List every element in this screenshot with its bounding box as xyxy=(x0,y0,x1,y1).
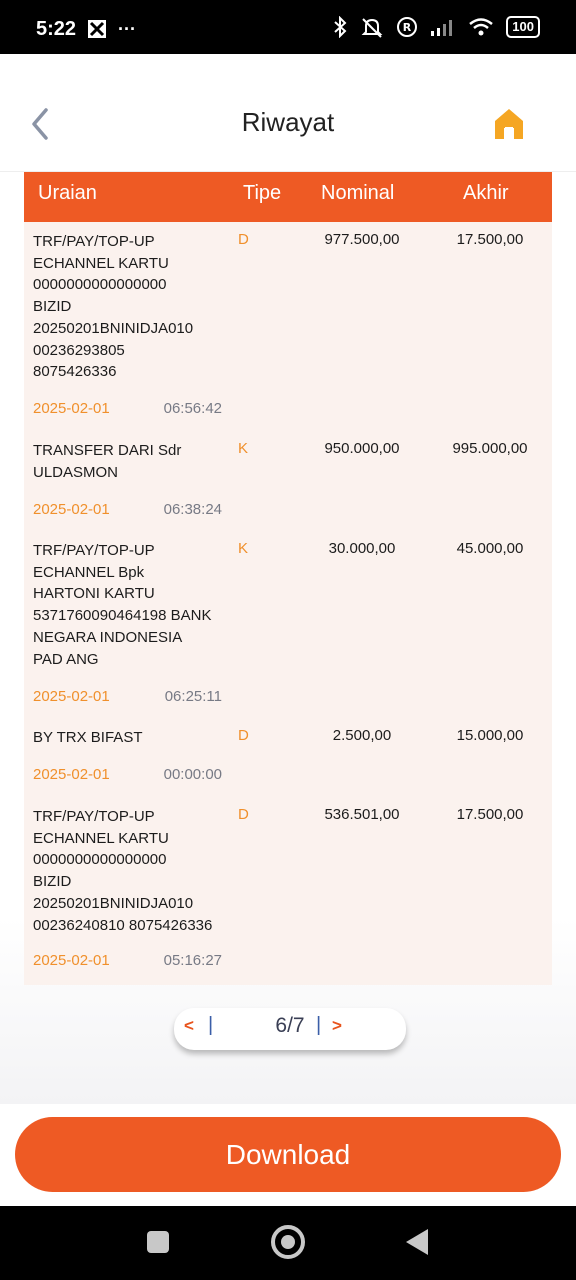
table-row xyxy=(24,222,552,431)
row-tipe: D xyxy=(238,727,249,744)
desc-line: ECHANNEL Bpk xyxy=(33,563,145,581)
row-time: 05:16:27 xyxy=(163,952,222,969)
row-nominal: 950.000,00 xyxy=(324,440,400,457)
row-time: 06:38:24 xyxy=(163,501,222,518)
pager-separator: | xyxy=(208,1014,214,1036)
desc-line: PAD ANG xyxy=(33,650,99,668)
status-time: 5:22 xyxy=(36,18,77,40)
row-akhir: 15.000,00 xyxy=(456,727,524,744)
desc-line: 5371760090464198 BANK xyxy=(33,607,212,625)
download-button[interactable]: Download xyxy=(15,1117,561,1192)
row-tipe: K xyxy=(238,540,249,557)
desc-line: BIZID xyxy=(33,873,72,891)
pager-separator: | xyxy=(316,1014,322,1036)
row-akhir: 995.000,00 xyxy=(452,440,528,457)
column-header-nominal: Nominal xyxy=(321,182,395,204)
table-row xyxy=(24,531,552,718)
table-row xyxy=(24,797,552,985)
row-time: 06:56:42 xyxy=(163,400,222,417)
desc-line: BIZID xyxy=(33,298,72,316)
row-akhir: 17.500,00 xyxy=(456,231,524,248)
row-description xyxy=(33,806,233,936)
row-tipe: K xyxy=(238,440,249,457)
row-akhir: 17.500,00 xyxy=(456,806,524,823)
desc-line: 0000000000000000 xyxy=(33,851,167,869)
home-button[interactable] xyxy=(492,106,526,142)
home-circle-icon[interactable] xyxy=(271,1225,305,1259)
desc-line: ECHANNEL KARTU xyxy=(33,829,169,847)
row-nominal: 536.501,00 xyxy=(324,806,400,823)
signal-app-icon xyxy=(86,18,108,40)
desc-line: 00236240810 8075426336 xyxy=(33,916,213,934)
table-row xyxy=(24,431,552,531)
cell-signal-icon xyxy=(430,17,456,37)
prev-page-button[interactable]: < xyxy=(184,1016,194,1035)
row-description xyxy=(33,231,233,383)
desc-line: HARTONI KARTU xyxy=(33,585,155,603)
status-right-icons xyxy=(332,16,540,38)
row-date: 2025-02-01 xyxy=(33,501,110,518)
desc-line: 00236293805 xyxy=(33,341,125,359)
desc-line: TRF/PAY/TOP-UP xyxy=(33,233,155,250)
page-title: Riwayat xyxy=(241,107,335,137)
status-bar xyxy=(0,0,576,54)
page-indicator: 6/7 xyxy=(275,1014,305,1037)
desc-line: 8075426336 xyxy=(33,363,117,381)
row-tipe: D xyxy=(238,806,249,823)
desc-line: 20250201BNINIDJA010 xyxy=(33,319,194,337)
status-left-icons xyxy=(86,18,136,40)
desc-line: TRANSFER DARI Sdr xyxy=(33,442,182,459)
system-nav-bar xyxy=(0,1206,576,1280)
desc-line: TRF/PAY/TOP-UP xyxy=(33,808,155,825)
row-description xyxy=(33,540,233,670)
row-date: 2025-02-01 xyxy=(33,400,110,417)
table-header xyxy=(24,172,552,222)
row-date: 2025-02-01 xyxy=(33,952,110,969)
desc-line: ECHANNEL KARTU xyxy=(33,254,169,272)
table-row xyxy=(24,718,552,797)
registered-icon xyxy=(396,16,418,38)
row-nominal: 30.000,00 xyxy=(328,540,396,557)
bluetooth-icon xyxy=(332,16,348,38)
column-header-uraian: Uraian xyxy=(38,182,97,204)
svg-text:R: R xyxy=(403,21,412,34)
wifi-icon xyxy=(468,17,494,37)
row-description xyxy=(33,727,233,749)
row-time: 06:25:11 xyxy=(164,688,222,705)
column-header-tipe: Tipe xyxy=(243,182,282,204)
row-time: 00:00:00 xyxy=(163,766,222,783)
row-tipe: D xyxy=(238,231,249,248)
desc-line: NEGARA INDONESIA xyxy=(33,628,183,646)
transaction-table xyxy=(24,172,552,985)
next-page-button[interactable]: > xyxy=(332,1016,342,1035)
pagination xyxy=(174,1008,406,1050)
download-bar xyxy=(0,1104,576,1206)
column-header-akhir: Akhir xyxy=(463,182,509,204)
row-nominal: 977.500,00 xyxy=(324,231,400,248)
row-date: 2025-02-01 xyxy=(33,688,110,705)
desc-line: TRF/PAY/TOP-UP xyxy=(33,542,155,559)
desc-line: 0000000000000000 xyxy=(33,276,167,294)
row-description xyxy=(33,440,233,483)
mute-icon xyxy=(360,16,384,38)
back-triangle-icon[interactable] xyxy=(406,1229,428,1255)
desc-line: ULDASMON xyxy=(33,463,119,481)
battery-icon: 100 xyxy=(506,16,540,38)
row-date: 2025-02-01 xyxy=(33,766,110,783)
more-dots: ··· xyxy=(118,18,136,39)
row-nominal: 2.500,00 xyxy=(332,727,392,744)
row-akhir: 45.000,00 xyxy=(456,540,524,557)
app-header xyxy=(0,54,576,172)
desc-line: BY TRX BIFAST xyxy=(33,729,143,746)
desc-line: 20250201BNINIDJA010 xyxy=(33,894,194,912)
recents-icon[interactable] xyxy=(147,1231,169,1253)
